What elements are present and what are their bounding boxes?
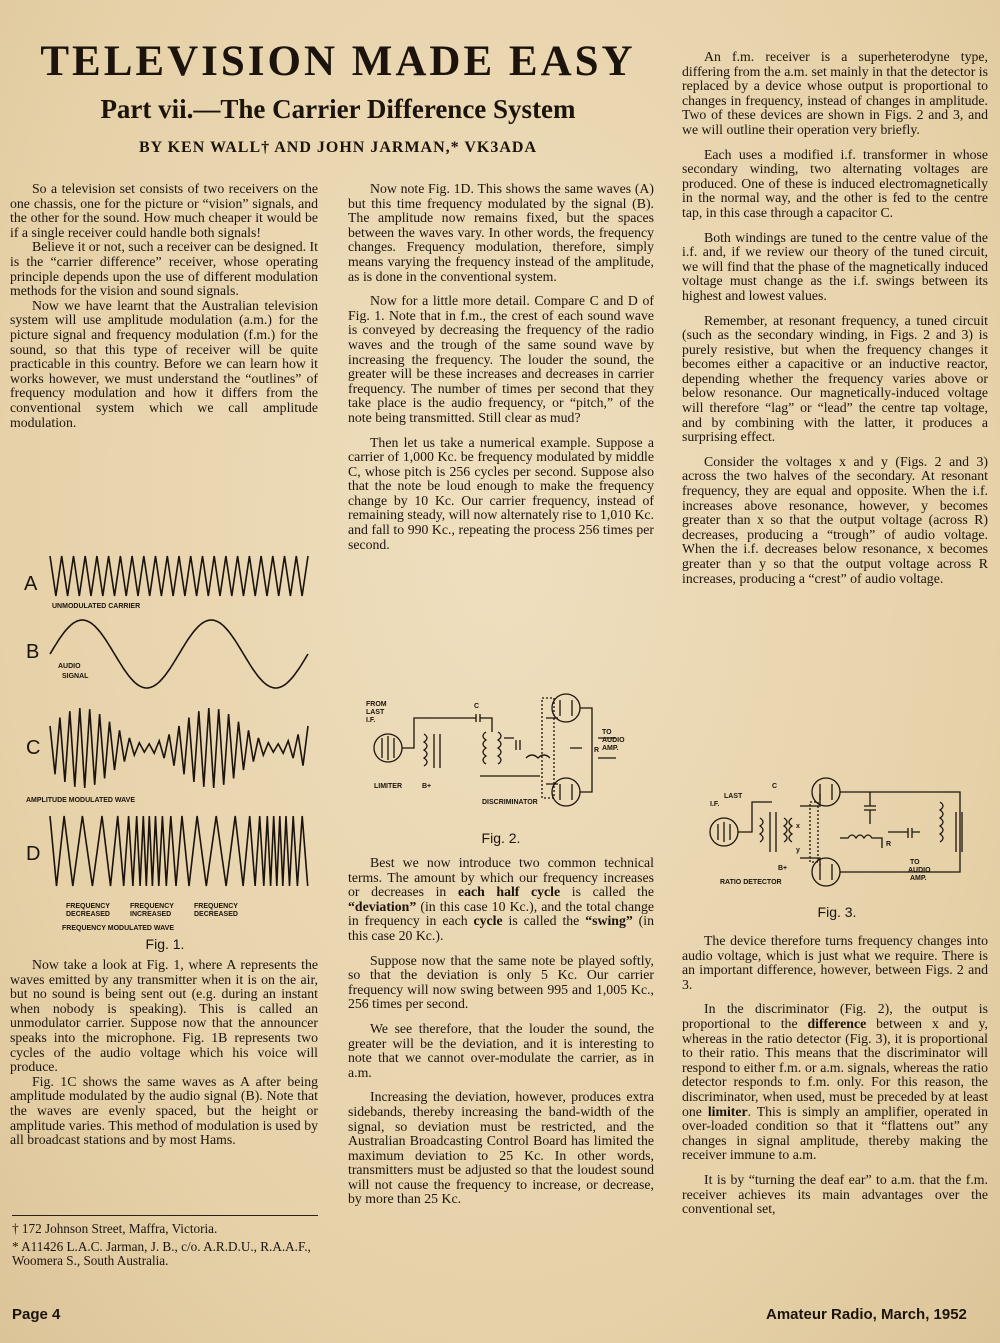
column-2-top xyxy=(348,182,654,552)
fig1-caption-d2b: INCREASED xyxy=(130,911,172,918)
text-run: is called the xyxy=(502,913,586,929)
fig3-last: LAST xyxy=(724,793,743,800)
footnote-2: * A11426 L.A.C. Jarman, J. B., c/o. A.R.D.U., R.A.A.F., Woomera S., South Australia. xyxy=(12,1239,311,1268)
figure-2 xyxy=(366,688,636,818)
paragraph: Increasing the deviation, however, produces extra sidebands, thereby increasing the band-width of the signal, so deviation must be restricted, and the Australian Broadcasting Control Board has limited the maximum deviation to 25 Kc. In other words, transmitters must be adjusted so that the loudest sound will not cause the frequency to increase, or decrease, by more than 25 Kc. xyxy=(348,1089,654,1207)
fig3-bplus: B+ xyxy=(778,865,788,872)
figure-1 xyxy=(18,548,318,932)
frequency-modulated-wave xyxy=(50,816,308,886)
fig3-y: y xyxy=(796,847,800,854)
column-3-bottom xyxy=(682,934,988,1217)
fig2-to2: AUDIO xyxy=(602,737,625,744)
fig1-caption-c: AMPLITUDE MODULATED WAVE xyxy=(26,797,136,804)
fig2-to3: AMP. xyxy=(602,745,619,752)
bold-term: cycle xyxy=(473,913,503,929)
fig1-caption-b2: SIGNAL xyxy=(62,673,89,680)
article-title: TELEVISION MADE EASY xyxy=(40,38,636,85)
bold-term: limiter xyxy=(707,1103,748,1119)
fig3-r: R xyxy=(886,841,892,848)
paragraph: Now take a look at Fig. 1, where A represents the waves emitted by any transmitter when it is on the air, but no sound is being sent out (e.g. during an instant when nobody is speaking). This is called an unmodulator carrier. Suppose now that the announcer speaks into the microphone. Fig. 1B represents two cycles of the audio voltage which his voice will produce. xyxy=(10,957,318,1075)
figure-3-caption: Fig. 3. xyxy=(817,904,857,920)
fig3-to1: TO xyxy=(910,859,920,866)
text-run: Best we now introduce two common technical terms. The amount by which our frequency increases or decreases in xyxy=(348,855,654,900)
fig1-label-b: B xyxy=(26,641,40,663)
fig2-disc: DISCRIMINATOR xyxy=(482,799,538,806)
paragraph: Suppose now that the same note be played softly, so that the deviation is only 5 Kc. Our carrier frequency will now swing between 995 and 1,005 Kc., 256 times per second. xyxy=(348,952,654,1012)
fig1-caption-d2a: FREQUENCY xyxy=(130,903,174,910)
fig2-bplus: B+ xyxy=(422,783,432,790)
paragraph: Now note Fig. 1D. This shows the same waves (A) but this time frequency modulated by the signal (B). The amplitude now remains fixed, but the spaces between the waves vary. In other words, the frequency changes. Frequency modulation, therefore, simply means varying the frequency instead of the amplitude, as is done in the conventional system. xyxy=(348,181,654,284)
fig1-label-c: C xyxy=(26,737,41,759)
bold-term: each half cycle xyxy=(457,884,561,900)
paragraph: Then let us take a numerical example. Suppose a carrier of 1,000 Kc. be frequency modulated by middle C, whose pitch is 256 cycles per second. Suppose also that the note be loud enough to make the frequency change by 10 Kc. Our carrier frequency, instead of remaining steady, will now alternately rise to 1,010 Kc. and fall to 990 Kc., repeating the process 256 times per second. xyxy=(348,434,655,552)
bold-term: “swing” xyxy=(585,913,633,929)
paragraph: So a television set consists of two receivers on the one chassis, one for the picture or “vision” signals, and the other for the sound. How much cheaper it would be if a single receiver could handle both signals! xyxy=(10,181,318,240)
fig2-r: R xyxy=(594,747,600,754)
fig3-x: x xyxy=(796,823,800,830)
paragraph xyxy=(682,1002,988,1163)
publication-info: Amateur Radio, March, 1952 xyxy=(766,1306,967,1323)
page-number: Page 4 xyxy=(12,1306,61,1323)
unmodulated-carrier-wave xyxy=(50,556,308,596)
paragraph: Remember, at resonant frequency, a tuned circuit (such as the secondary winding, in Figs. 2 and 3) is purely resistive, but when the frequency changes it becomes either a capacitive or an inductive reactor, depending whether the frequency varies above or below resonance. Our magnetically-induced voltage will therefore “lag” or “lead” the centre tap voltage, and by combining with the latter, it produces a surprising effect. xyxy=(682,312,988,445)
column-2-bottom xyxy=(348,856,654,1207)
fig2-from1: FROM xyxy=(366,701,387,708)
fig2-c: C xyxy=(474,703,480,710)
footnote-rule xyxy=(12,1215,318,1216)
byline: BY KEN WALL† AND JOHN JARMAN,* VK3ADA xyxy=(138,139,538,156)
fig1-caption-a: UNMODULATED CARRIER xyxy=(52,603,141,610)
fig1-caption-b1: AUDIO xyxy=(58,663,81,670)
amplitude-modulated-wave xyxy=(50,708,308,788)
column-1-bottom xyxy=(10,958,318,1148)
fig3-if: I.F. xyxy=(710,801,720,808)
fig2-from3: I.F. xyxy=(366,717,376,724)
paragraph: The device therefore turns frequency changes into audio voltage, which is just what we require. There is an important difference, however, between Figs. 2 and 3. xyxy=(682,933,988,992)
fig3-to3: AMP. xyxy=(910,875,927,882)
bold-term: “deviation” xyxy=(348,898,417,914)
paragraph: Each uses a modified i.f. transformer in whose secondary winding, two alternating voltages are produced. One of these is induced electromagnetically in the normal way, and the other is fed to the centre tap, in this case through a capacitor C. xyxy=(682,146,988,220)
paragraph: We see therefore, that the louder the sound, the greater will be the deviation, and it is interesting to note that we cannot over-modulate the carrier, as in a.m. xyxy=(348,1020,654,1080)
paragraph: Consider the voltages x and y (Figs. 2 and 3) across the two halves of the secondary. At resonant frequency, they are equal and opposite. When the i.f. increases above resonance, however, y becomes greater than x so that the output voltage (across R) decreases, producing a “trough” of audio voltage. When the i.f. decreases below resonance, x becomes greater than y so that the output voltage across R increases, producing a “crest” of audio voltage. xyxy=(682,453,988,586)
audio-signal-wave xyxy=(50,620,308,688)
fig1-caption-d1a: FREQUENCY xyxy=(66,903,110,910)
paragraph xyxy=(348,856,654,944)
fig3-to2: AUDIO xyxy=(908,867,931,874)
fig3-c: C xyxy=(772,783,778,790)
column-1-top xyxy=(10,182,318,430)
fig1-caption-d3b: DECREASED xyxy=(194,911,238,918)
text-run: In the discriminator (Fig. 2), the output is proportional to the xyxy=(682,1001,988,1031)
paragraph: An f.m. receiver is a superheterodyne type, differing from the a.m. set mainly in that the detector is replaced by a device whose output is proportional to changes in frequency, instead of changes in amplitude. Two of these devices are shown in Figs. 2 and 3, and we will outline their operation very briefly. xyxy=(682,49,988,137)
text-run: is called the xyxy=(560,884,654,900)
fig2-from2: LAST xyxy=(366,709,385,716)
paragraph: Both windings are tuned to the centre value of the i.f. and, if we review our theory of the tuned circuit, we will find that the phase of the magnetically induced voltage must change as the i.f. swings between its highest and lowest values. xyxy=(682,229,988,303)
figure-1-caption: Fig. 1. xyxy=(145,936,185,952)
fig1-caption-d3a: FREQUENCY xyxy=(194,903,238,910)
paragraph: Fig. 1C shows the same waves as A after being amplitude modulated by the audio signal (B). Note that the waves are evenly spaced, but the height or amplitude varies. This method of modulation is used by all broadcast stations and by most Hams. xyxy=(10,1073,318,1148)
fig1-caption-d: FREQUENCY MODULATED WAVE xyxy=(62,925,175,932)
paragraph: Believe it or not, such a receiver can be designed. It is the “carrier difference” receiver, whose operating principle depends upon the use of different modulation methods for the vision and sound signals. xyxy=(10,239,318,299)
text-run: . This is simply an amplifier, operated in over-loaded condition so that it “flattens out” any changes in signal amplitude, thereby making the receiver immune to a.m. xyxy=(682,1103,989,1163)
footnote-1: † 172 Johnson Street, Maffra, Victoria. xyxy=(12,1221,218,1236)
fig3-ratio: RATIO DETECTOR xyxy=(720,879,782,886)
fig1-label-a: A xyxy=(24,573,38,595)
text-run: between x and y, whereas in the ratio detector (Fig. 3), it is proportional to their ratio. This means that the discriminator will respond to either f.m. or a.m. signals, whereas the ratio detector responds to f.m. only. For this reason, the discriminator, when used, must be preceded by at least one xyxy=(682,1015,988,1119)
figure-3 xyxy=(700,762,990,892)
fig1-caption-d1b: DECREASED xyxy=(66,911,110,918)
fig2-to1: TO xyxy=(602,729,612,736)
paragraph: It is by “turning the deaf ear” to a.m. that the f.m. receiver achieves its main advantages over the conventional set, xyxy=(682,1171,988,1217)
text-run: (in this case 10 Kc.), and the total change in frequency in each xyxy=(348,898,654,929)
column-3-top xyxy=(682,50,988,586)
article-subtitle: Part vii.—The Carrier Difference System xyxy=(100,94,576,124)
figure-2-caption: Fig. 2. xyxy=(481,830,521,846)
fig1-label-d: D xyxy=(26,843,41,865)
fig2-limiter: LIMITER xyxy=(374,783,402,790)
text-run: (in this case 20 Kc.). xyxy=(348,913,654,943)
paragraph: Now for a little more detail. Compare C and D of Fig. 1. Note that in f.m., the crest of each sound wave is conveyed by decreasing the frequency of the radio waves and the trough of the same sound wave by increasing the frequency. The louder the sound, the greater will be these increases and decreases in carrier frequency. The number of times per second that they take place is the audio frequency, or “pitch,” of the note being transmitted. Still clear as mud? xyxy=(348,293,654,425)
paragraph: Now we have learnt that the Australian television system will use amplitude modulation (a.m.) for the picture signal and frequency modulation (f.m.) for the sound, so that this type of receiver will be quite practicable in this country. Before we can learn how it works however, we must understand the “outlines” of frequency modulation and how it differs from the conventional system which we call amplitude modulation. xyxy=(10,297,318,430)
bold-term: difference xyxy=(807,1015,867,1031)
